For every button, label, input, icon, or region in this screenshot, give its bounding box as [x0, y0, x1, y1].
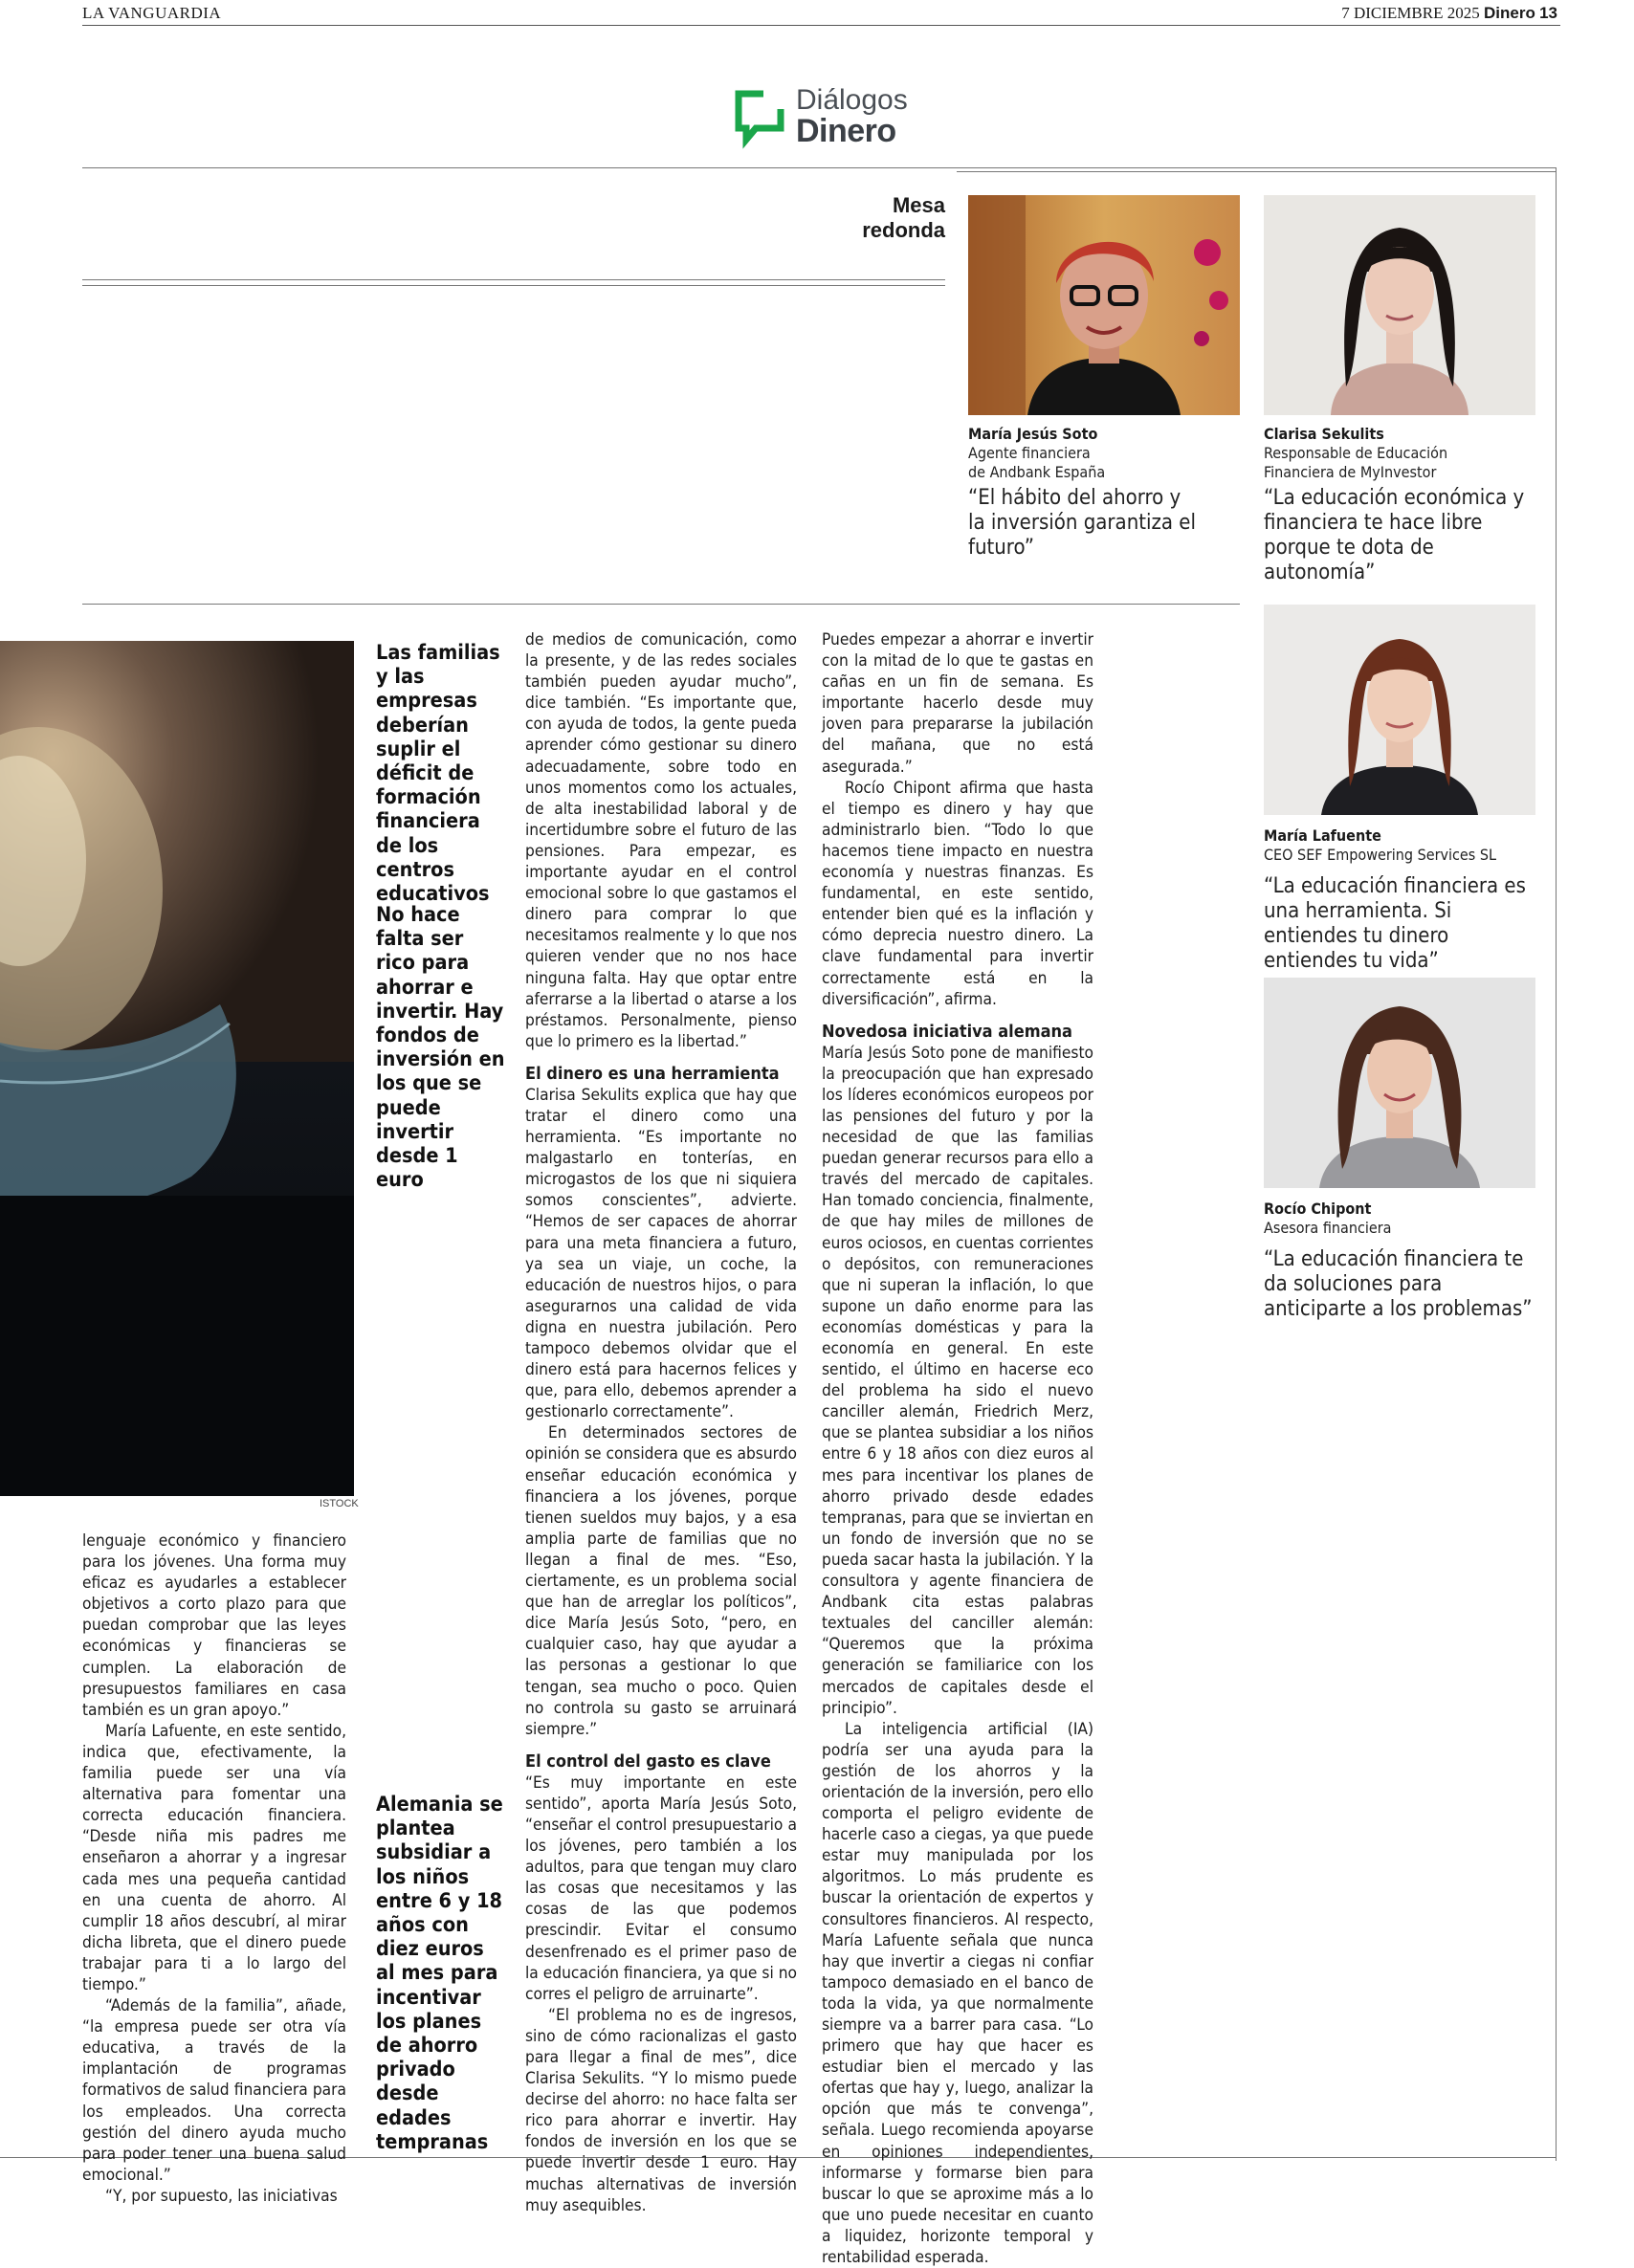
photo-credit: ISTOCK — [320, 1498, 359, 1509]
article-column-3 — [525, 629, 797, 2216]
person-quote: “La educación económica y financiera te hace libre porque te dota de autonomía” — [1264, 486, 1525, 584]
portrait-maria-lafuente — [1264, 605, 1535, 815]
person-card — [1264, 826, 1541, 974]
portrait-maria-jesus-soto — [968, 195, 1240, 415]
paragraph: Rocío Chipont afirma que hasta el tiempo es dinero y hay que administrarlo bien. “Todo lo que hacemos tiene impacto en nuestra economía y nuestras finanzas. Es fundamental, en este sentido, entender bien qué es la inflación y cómo deprecia nuestro dinero. La clave fundamental para invertir correctamente está en la diversificación”, afirma. — [822, 778, 1093, 1009]
issue-date: 7 DICIEMBRE 2025 — [1341, 4, 1480, 22]
paragraph: La inteligencia artificial (IA) podría ser una ayuda para la gestión de los ahorros y la orientación de la inversión, pero ello comporta el peligro evidente de hacerle caso a ciegas, ya que puede estar muy manipulada por los algoritmos. Lo más prudente es buscar la orientación de expertos y consultores financieros. Al respecto, María Lafuente señala que nunca hay que invertir a ciegas ni confiar tampoco demasiado en el banco de toda la vida, ya que normalmente siempre va a barrer para casa. “Lo primero que hay que hacer es estudiar bien el mercado y las ofertas que hay y, luego, analizar la opción que más te convenga”, señala. Luego recomienda apoyarse en opiniones independientes, informarse y formarse bien para buscar lo que se aproxime más a lo que uno puede necesitar en cuanto a liquidez, horizonte temporal y rentabilidad esperada. — [822, 1719, 1093, 2268]
mesa-redonda-label — [862, 193, 945, 243]
person-quote: “La educación financiera es una herramienta. Si entiendes tu dinero entiendes tu vida” — [1264, 874, 1526, 973]
page-number: 13 — [1539, 4, 1557, 22]
mesa-rule-2 — [82, 285, 945, 286]
portrait-clarisa-sekulits — [1264, 195, 1535, 415]
paragraph: lenguaje económico y financiero para los jóvenes. Una forma muy eficaz es ayudarles a establecer objetivos a corto plazo para que puedan comprobar que las leyes económicas y financieras se cumplen. La elaboración de presupuestos familiares en casa también es un gran apoyo.” — [82, 1531, 346, 1720]
pullquote: No hace falta ser rico para ahorrar e invertir. Hay fondos de inversión en los que se puede invertir desde 1 euro — [376, 903, 505, 1193]
subheading: El control del gasto es clave — [525, 1751, 771, 1772]
person-role: Agente financiera — [968, 444, 1091, 462]
person-card — [1264, 1200, 1541, 1322]
paragraph: Puedes empezar a ahorrar e invertir con la mitad de lo que te gastas en cañas en un fin de semana. Es importante hacerlo desde muy joven para prepararse la jubilación del mañana, que no está asegurada.” — [822, 630, 1093, 777]
paragraph: Clarisa Sekulits explica que hay que tratar el dinero como una herramienta. “Es importante no malgastarlo en tonterías, en microgastos de los que ni siquiera somos conscientes”, advierte. “Hemos de ser capaces de ahorrar para una meta financiera a futuro, ya sea un viaje, un coche, la educación de nuestros hijos, o para asegurarnos una calidad de vida digna en nuestra jubilación. Pero tampoco debemos olvidar que el dinero está para hacernos felices y que, para ello, debemos aprender a gestionarlo correctamente”. — [525, 1085, 797, 1422]
page-info — [1341, 4, 1557, 23]
mesa-line2: redonda — [862, 218, 945, 242]
article-column-4 — [822, 629, 1093, 2268]
person-name: Rocío Chipont — [1264, 1200, 1372, 1218]
section-name: Dinero — [1483, 4, 1535, 22]
frame-top-rule — [82, 167, 1556, 168]
paragraph: “Es muy importante en este sentido”, aporta María Jesús Soto, “enseñar el control presupuestario a los jóvenes, pero también a los adultos, para que tengan muy claro las cosas que necesitamos y las cosas de las que podemos prescindir. Evitar el consumo desenfrenado es el primer paso de la educación financiera, ya que si no corres el peligro de arruinarte”. — [525, 1773, 797, 2004]
person-role: Responsable de Educación — [1264, 444, 1448, 462]
person-card — [968, 425, 1198, 561]
person-role: Asesora financiera — [1264, 1219, 1392, 1237]
person-role-2: Financiera de MyInvestor — [1264, 463, 1437, 481]
frame-right-rule — [1556, 167, 1557, 2161]
portrait-rocio-chipont — [1264, 978, 1535, 1188]
subheading: Novedosa iniciativa alemana — [822, 1021, 1072, 1042]
main-photo — [0, 641, 354, 1496]
paragraph: María Lafuente, en este sentido, indica que, efectivamente, la familia puede ser una vía alternativa para fomentar una correcta educación financiera. “Desde niña mis padres me enseñaron a ahorrar y a ingresar cada mes una pequeña cantidad en una cuenta de ahorro. Al cumplir 18 años descubrí, al mirar dicha libreta, que el dinero puede trabajar para ti a lo largo del tiempo.” — [82, 1721, 346, 1994]
paragraph: “Y, por supuesto, las iniciativas — [105, 2186, 338, 2206]
paragraph: “El problema no es de ingresos, sino de cómo racionalizas el gasto para llegar a final de mes”, dice Clarisa Sekulits. “Y lo mismo puede decirse del ahorro: no hace falta ser rico para ahorrar e invertir. Hay fondos de inversión en los que se puede invertir desde 1 euro. Hay muchas alternativas de inversión muy asequibles. — [525, 2005, 797, 2215]
logo-line-dinero: Dinero — [796, 113, 896, 149]
article-column-1 — [82, 1530, 346, 2207]
pullquote: Alemania se plantea subsidiar a los niños entre 6 y 18 años con diez euros al mes para incentivar los planes de ahorro privado desde edades tempranas — [376, 1793, 503, 2154]
mesa-rule-1 — [82, 279, 945, 280]
publication-name: LA VANGUARDIA — [82, 4, 222, 22]
frame-top-rule-inner — [957, 171, 1556, 172]
person-role-2: de Andbank España — [968, 463, 1106, 481]
person-name: María Lafuente — [1264, 826, 1381, 845]
person-role: CEO SEF Empowering Services SL — [1264, 846, 1497, 864]
person-quote: “El hábito del ahorro y la inversión garantiza el futuro” — [968, 486, 1196, 560]
paragraph: María Jesús Soto pone de manifiesto la preocupación que han expresado los líderes económicos europeos por las pensiones del futuro y por la necesidad de que las familias puedan generar recursos para ello a través del mercado de capitales. Han tomado conciencia, finalmente, de que hay miles de millones de euros ociosos, en cuentas corrientes o depósitos, con remuneraciones que ni superan la inflación, lo que supone un daño enorme para las economías domésticas y para la economía en general. En este sentido, el último en hacerse eco del problema ha sido el nuevo canciller alemán, Friedrich Merz, que se plantea subsidiar a los niños entre 6 y 18 años con diez euros al mes para incentivar los planes de ahorro privado desde edades tempranas, para que se inviertan en un fondo de inversión que no se pueda sacar hasta la jubilación. Y la consultora y agente financiera de Andbank cita estas palabras textuales del canciller alemán: “Queremos que la próxima generación se familiarice con los mercados de capitales desde el principio”. — [822, 1043, 1093, 1718]
pullquote: Las familias y las empresas deberían suplir el déficit de formación financiera de los centros educativos — [376, 641, 500, 907]
subheading: El dinero es una herramienta — [525, 1063, 780, 1084]
section-divider — [82, 604, 1240, 605]
speech-bubble-icon — [735, 90, 784, 142]
person-quote: “La educación financiera te da soluciones para anticiparte a los problemas” — [1264, 1247, 1533, 1321]
paragraph: En determinados sectores de opinión se considera que es absurdo enseñar educación económica y financiera a los jóvenes, porque tienen sueldos muy bajos, y a esa amplia parte de familias que no llegan a final de mes. “Eso, ciertamente, es un problema social que han de arreglar los políticos”, dice María Jesús Soto, “pero, en cualquier caso, hay que ayudar a las personas a gestionar lo que tengan, sea mucho o poco. Quien no controla su gasto se arruinará siempre.” — [525, 1423, 797, 1739]
person-card — [1264, 425, 1541, 585]
mesa-line1: Mesa — [892, 193, 945, 217]
paragraph: “Además de la familia”, añade, “la empresa puede ser otra vía educativa, a través de la implantación de programas formativos de salud financiera para los empleados. Una correcta gestión del dinero ayuda mucho para poder tener una buena salud emocional.” — [82, 1996, 346, 2185]
person-name: María Jesús Soto — [968, 425, 1098, 443]
logo-line-dialogos: Diálogos — [796, 84, 908, 116]
person-name: Clarisa Sekulits — [1264, 425, 1384, 443]
header-rule — [82, 25, 1560, 26]
paragraph: de medios de comunicación, como la presente, y de las redes sociales también pueden ayudar mucho”, dice también. “Es importante que, con ayuda de todos, la gente pueda aprender cómo gestionar su dinero adecuadamente, sobre todo en unos momentos como los actuales, de alta inestabilidad laboral y de incertidumbre sobre el futuro de las pensiones. Para empezar, es importante ayudar en el control emocional sobre lo que gastamos el dinero para comprar lo que necesitamos realmente y lo que nos quieren vender que no nos hace ninguna falta. Hay que optar entre aferrarse a la libertad o atarse a los préstamos. Personalmente, pienso que lo primero es la libertad.” — [525, 630, 797, 1051]
